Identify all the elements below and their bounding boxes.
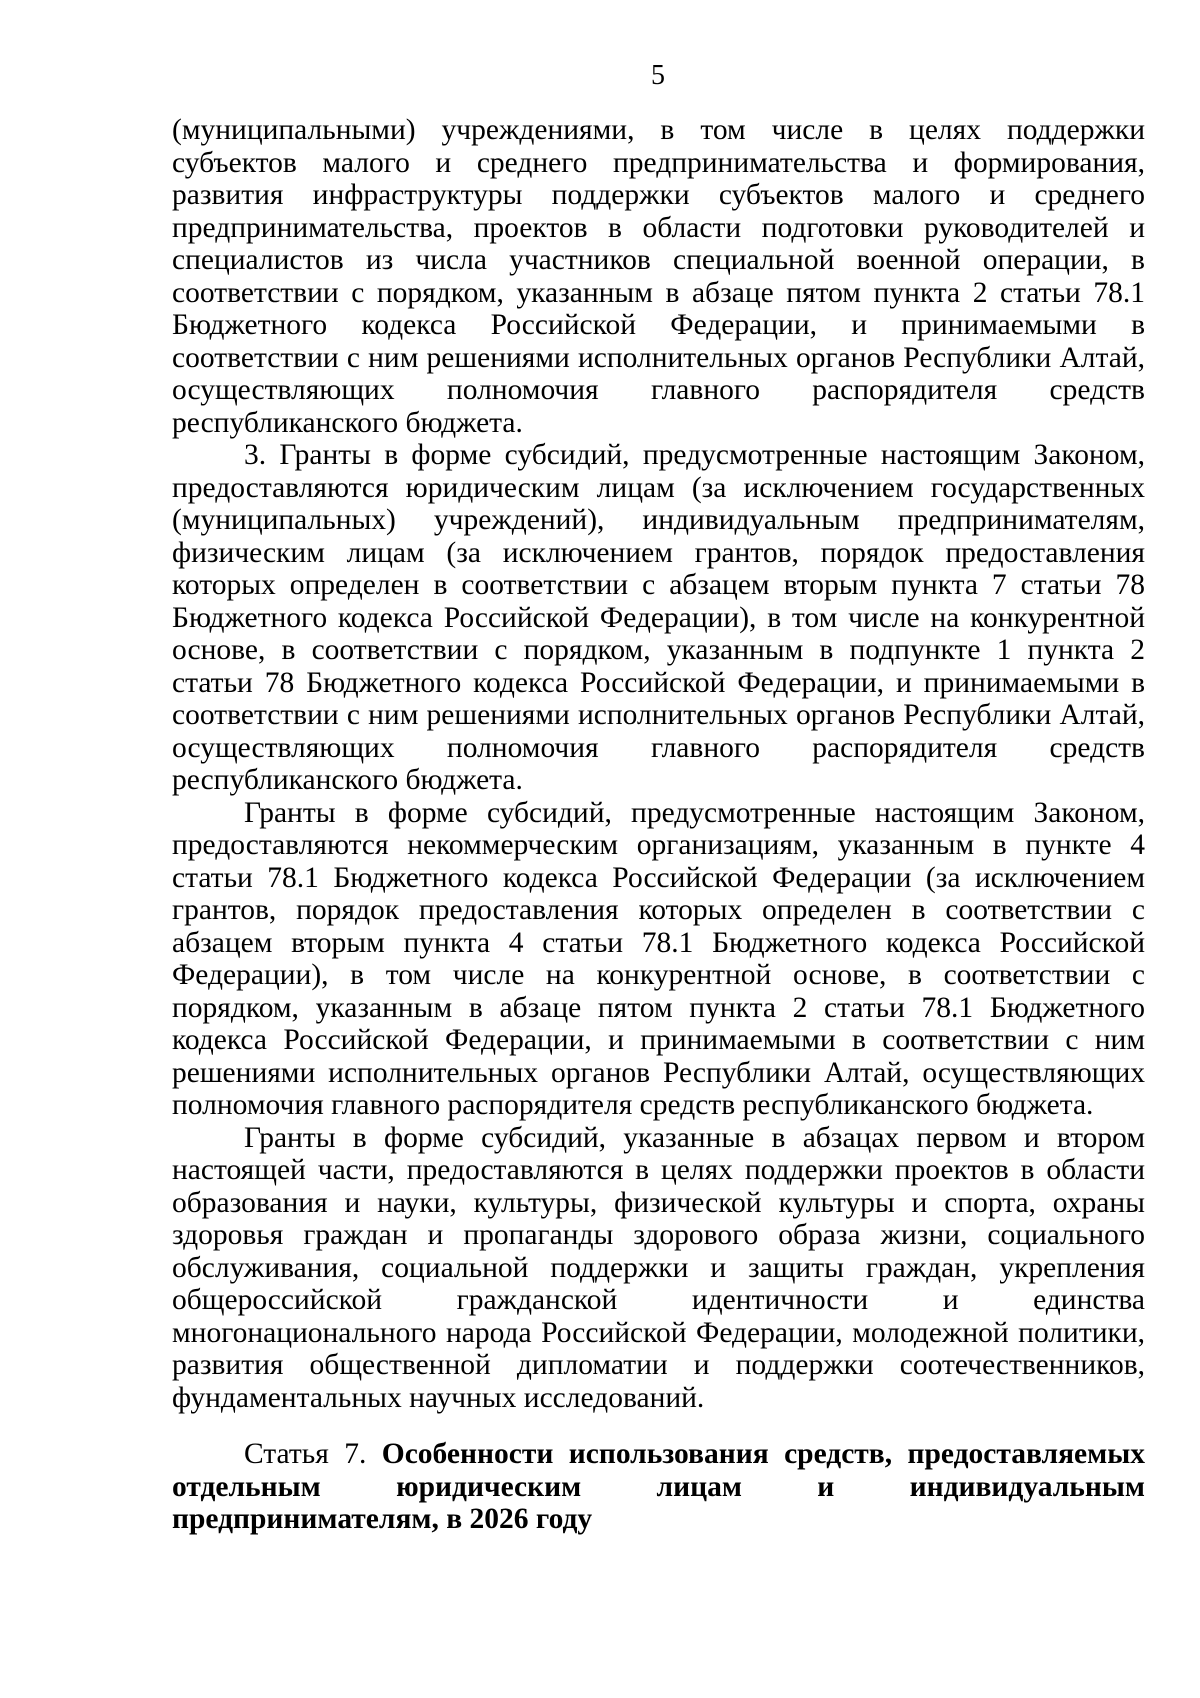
paragraph-continuation: (муниципальными) учреждениями, в том числе в целях поддержки субъектов малого и среднего предпринимательства и формирования, развития инфраструктуры поддержки субъектов малого и среднего предпринимательства, проектов в области подготовки руководителей и специалистов из числа участников специальной военной операции, в соответствии с порядком, указанным в абзаце пятом пункта 2 статьи 78.1 Бюджетного кодекса Российской Федерации, и принимаемыми в соответствии с ним решениями исполнительных органов Республики Алтай, осуществляющих полномочия главного распорядителя средств республиканского бюджета. [172, 114, 1145, 439]
article-label: Статья 7. [244, 1438, 367, 1470]
paragraph-grants-nonprofit: Гранты в форме субсидий, предусмотренные настоящим Законом, предоставляются некоммерческим организациям, указанным в пункте 4 статьи 78.1 Бюджетного кодекса Российской Федерации (за исключением грантов, порядок предоставления которых определен в соответствии с абзацем вторым пункта 4 статьи 78.1 Бюджетного кодекса Российской Федерации), в том числе на конкурентной основе, в соответствии с порядком, указанным в абзаце пятом пункта 2 статьи 78.1 Бюджетного кодекса Российской Федерации, и принимаемыми в соответствии с ним решениями исполнительных органов Республики Алтай, осуществляющих полномочия главного распорядителя средств республиканского бюджета. [172, 796, 1145, 1121]
paragraph-grants-part-3: 3. Гранты в форме субсидий, предусмотренные настоящим Законом, предоставляются юридическим лицам (за исключением государственных (муниципальных) учреждений), индивидуальным предпринимателям, физическим лицам (за исключением грантов, порядок предоставления которых определен в соответствии с абзацем вторым пункта 7 статьи 78 Бюджетного кодекса Российской Федерации), в том числе на конкурентной основе, в соответствии с порядком, указанным в подпункте 1 пункта 2 статьи 78 Бюджетного кодекса Российской Федерации, и принимаемыми в соответствии с ним решениями исполнительных органов Республики Алтай, осуществляющих полномочия главного распорядителя средств республиканского бюджета. [172, 439, 1145, 796]
page-number: 5 [651, 60, 665, 91]
document-body [172, 114, 1145, 1536]
article-title: Особенности использования средств, предоставляемых отдельным юридическим лицам и индивидуальным предпринимателям, в 2026 году [172, 1438, 1145, 1535]
paragraph-grants-purposes: Гранты в форме субсидий, указанные в абзацах первом и втором настоящей части, предоставляются в целях поддержки проектов в области образования и науки, культуры, физической культуры и спорта, охраны здоровья граждан и пропаганды здорового образа жизни, социального обслуживания, социальной поддержки и защиты граждан, укрепления общероссийской гражданской идентичности и единства многонационального народа Российской Федерации, молодежной политики, развития общественной дипломатии и поддержки соотечественников, фундаментальных научных исследований. [172, 1121, 1145, 1414]
article-heading [172, 1438, 1145, 1536]
